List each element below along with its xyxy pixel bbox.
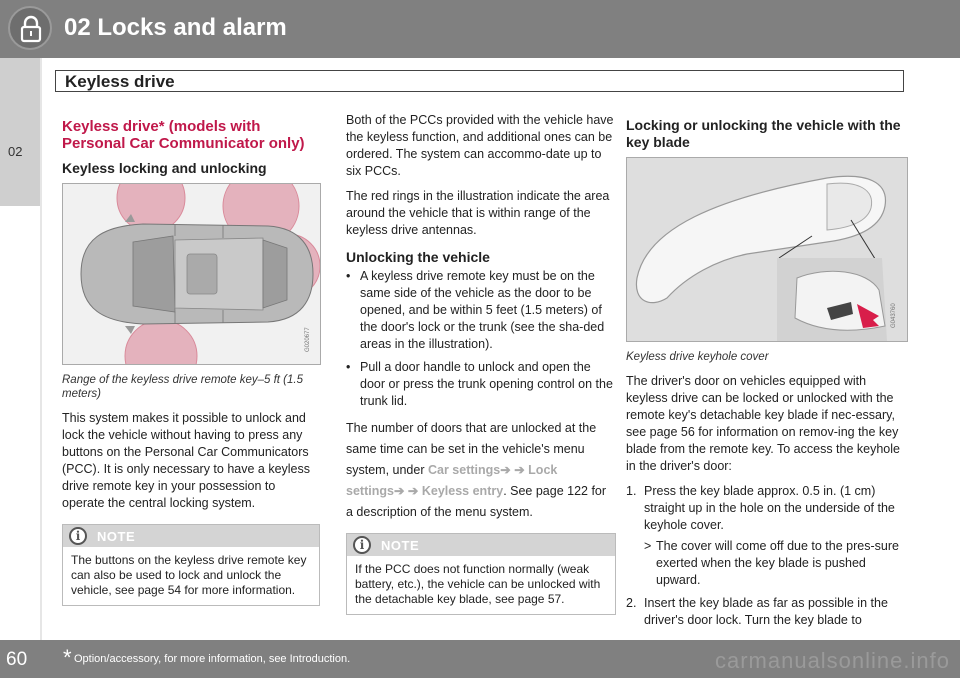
figure-code: G043760 (891, 303, 897, 328)
arrow-icon: ➔ (407, 484, 419, 498)
chapter-side-tab-label: 02 (8, 144, 23, 159)
section-heading: Keyless drive* (models with Personal Car Communicator only) (62, 118, 305, 152)
bullet-list (346, 268, 616, 410)
list-item: 1. Press the key blade approx. 0.5 in. (1 cm) straight up in the hole on the underside of the keyhole cover. (626, 484, 895, 532)
figure-caption: Keyless drive keyhole cover (626, 351, 769, 363)
keyhole-cover-figure (626, 157, 908, 342)
watermark: carmanualsonline.info (714, 648, 950, 673)
body-text: This system makes it possible to unlock and lock the vehicle without having to press any buttons on the Personal Car Communicators (PCC). It is only necessary to have a keyless drive remote key in your possession to operate the central locking system. (62, 411, 311, 510)
note-text: The buttons on the keyless drive remote key can also be used to lock and unlock the vehicle, see page 54 for more information. (71, 553, 307, 597)
page-footer (0, 640, 960, 678)
padlock-icon (8, 6, 52, 50)
note-header (347, 534, 615, 556)
sub-step: > The cover will come off due to the pres-sure exerted when the key blade is pushed upward. (644, 539, 899, 587)
footnote-star: * (63, 645, 72, 670)
page-header (0, 0, 960, 58)
section-title-bar (55, 70, 904, 92)
arrow-icon: ➔ (500, 463, 511, 477)
body-text: The number of doors that are unlocked at the same time can be set in the vehicle's menu system, under Car settings➔ ➔ Lock settings➔ ➔ Keyless entry. See page 122 for a description of the menu system. (346, 421, 607, 519)
page-number: 60 (6, 649, 28, 670)
list-item: • Pull a door handle to unlock and open the door or press the trunk opening control on the trunk lid. (346, 360, 613, 408)
note-label: NOTE (381, 538, 420, 553)
subheading: Keyless locking and unlocking (62, 160, 267, 176)
car-topview-illustration (63, 184, 320, 364)
note-label: NOTE (97, 529, 136, 544)
numbered-steps (626, 483, 908, 629)
footnote-text: Option/accessory, for more information, see Introduction. (74, 653, 351, 665)
subheading: Unlocking the vehicle (346, 249, 490, 265)
chapter-title: 02 Locks and alarm (64, 14, 287, 41)
note-box (62, 524, 320, 606)
menu-path-lock-settings: Lock settings (346, 463, 558, 498)
list-item: • A keyless drive remote key must be on the same side of the vehicle as the door to be opened, and be within 5 feet (1.5 meters) of the door's lock or the trunk (see the sha-ded areas in the illustration). (346, 269, 605, 351)
info-icon: i (69, 527, 87, 545)
menu-path-keyless-entry: Keyless entry (421, 484, 504, 498)
body-text: Both of the PCCs provided with the vehicle have the keyless function, and additional ones can be ordered. The system can accommo-date up to six PCCs. (346, 113, 614, 178)
column-3 (626, 112, 908, 633)
arrow-icon: ➔ (393, 484, 405, 498)
column-2 (346, 112, 616, 615)
figure-caption: Range of the keyless drive remote key–5 ft (1.5 meters) (62, 374, 303, 400)
side-divider (40, 58, 42, 640)
subheading: Locking or unlocking the vehicle with the key blade (626, 117, 901, 150)
list-item: 2. Insert the key blade as far as possible in the driver's door lock. Turn the key blade to (626, 596, 888, 627)
note-header (63, 525, 319, 547)
info-icon: i (353, 536, 371, 554)
column-1 (62, 112, 320, 606)
arrow-icon: ➔ (514, 463, 525, 477)
note-text: If the PCC does not function normally (weak battery, etc.), the vehicle can be unlocked with the detachable key blade, see page 57. (355, 562, 601, 606)
chapter-side-tab[interactable] (0, 58, 40, 206)
body-text: The red rings in the illustration indicate the area around the vehicle that is within range of the keyless drive antennas. (346, 189, 610, 237)
door-handle-illustration (627, 158, 907, 341)
figure-code: G020677 (305, 327, 311, 352)
keyless-range-figure (62, 183, 321, 365)
section-title: Keyless drive (65, 72, 175, 91)
note-box (346, 533, 616, 615)
menu-path-car-settings: Car settings (427, 463, 501, 477)
body-text: The driver's door on vehicles equipped with keyless drive can be locked or unlocked with the remote key's detachable key blade if nec-essary, see page 56 for information on remov-ing the key blade from the remote key. To access the keyhole in the driver's door: (626, 374, 900, 473)
